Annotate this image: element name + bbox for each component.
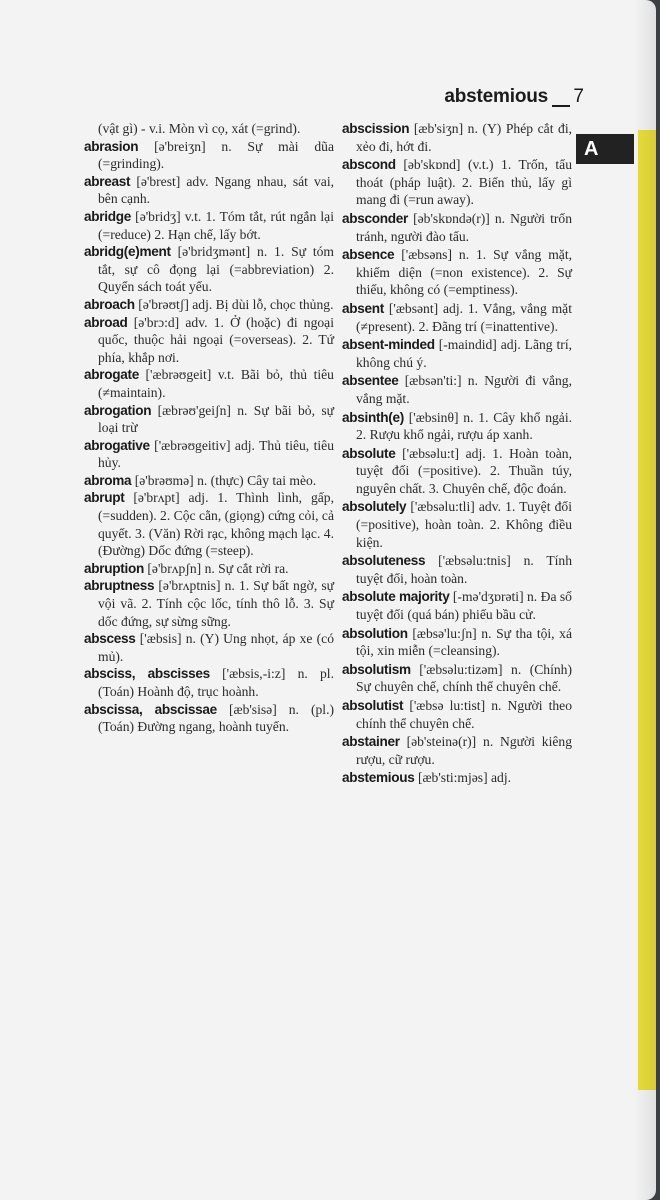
entry-headword: abrogate [84,367,140,383]
entry-headword: abstemious [342,770,415,786]
dictionary-entry [84,120,334,138]
dictionary-entry [342,300,572,335]
dictionary-entry [342,697,572,732]
entry-definition: [æb'siʒn] n. (Y) Phép cắt đi, xẻo đi, hớt đi. [356,121,573,154]
entry-headword: absolute [342,445,396,461]
dictionary-entry [84,701,334,736]
entry-headword: abscissa, abscissae [84,701,217,717]
entry-definition: [ə'breiʒn] n. Sự mài dũa (=grinding). [98,138,334,172]
dictionary-entry [84,243,334,296]
entry-headword: abroad [84,314,128,330]
dictionary-entry [342,210,572,245]
entry-headword: abroma [84,472,132,488]
dictionary-entry [84,665,334,700]
entry-definition: [ə'brest] adv. Ngang nhau, sát vai, bên cạnh. [98,173,334,207]
thumb-index-tab: A [576,134,634,164]
dictionary-entry [342,120,572,155]
entry-headword: abrupt [84,490,125,506]
entry-definition: [-mə'dʒɒrəti] n. Đa số tuyệt đối (quá bán) phiếu bầu cử. [356,589,572,623]
entry-definition: [ə'brʌptnis] n. 1. Sự bất ngờ, sự vội vã. 2. Tính cộc lốc, tính thô lỗ. 3. Sự dốc đứng, sự sừng sững. [98,578,334,629]
dictionary-entry [84,366,334,401]
entry-definition: ['æbsə lu:tist] n. Người theo chính thể chuyên chế. [356,698,572,731]
entry-definition: [æb'sisə] n. (pl.) (Toán) Đường ngang, hoành tuyến. [98,701,334,735]
entry-headword: abreast [84,173,131,189]
entry-definition: ['æbsəlu:t] adj. 1. Hoàn toàn, tuyệt đối (=positive). 2. Thuần túy, nguyên chất. 3. Chuyên chế, độc đoán. [356,445,573,496]
dictionary-entry [84,630,334,665]
dictionary-entry [342,445,572,498]
entry-headword: absolutist [342,698,404,713]
page-number: 7 [573,86,584,107]
entry-definition: ['æbsinθ] n. 1. Cây khổ ngải. 2. Rượu khổ ngải, rượu áp xanh. [356,409,572,443]
entry-definition: [ə'bridʒ] v.t. 1. Tóm tắt, rút ngắn lại (=reduce) 2. Hạn chế, lấy bớt. [98,208,334,242]
entry-definition: [əb'skɒndə(r)] n. Người trốn tránh, người đào tẩu. [356,210,572,244]
dictionary-entry [342,336,572,371]
dictionary-entry [342,409,572,444]
dictionary-entry [84,577,334,630]
dictionary-entry [342,625,572,660]
entry-definition: [ə'bridʒmənt] n. 1. Sự tóm tắt, sự cô đọng lại (=abbreviation) 2. Quyển sách toát yếu. [98,244,334,295]
entry-definition: ['æbrəʊgeit] v.t. Bãi bỏ, thủ tiêu (≠maintain). [98,367,334,400]
header-rule [552,105,570,107]
entry-headword: abscond [342,157,396,173]
entry-headword: abrogation [84,402,152,418]
dictionary-entry [342,733,572,768]
entry-definition: ['æbsis] n. (Y) Ung nhọt, áp xe (có mủ). [98,631,334,664]
entry-headword: abruption [84,560,144,576]
entry-definition: [æbsə'lu:ʃn] n. Sự tha tội, xá tội, xin miễn (=cleansing). [356,625,572,659]
entry-headword: abridg(e)ment [84,244,171,260]
entry-definition: [-maindid] adj. Lãng trí, không chú ý. [356,337,572,370]
entry-definition: [ə'brəʊmə] n. (thực) Cây tai mèo. [134,472,317,488]
dictionary-entry [342,156,572,209]
entry-definition: ['æbsənt] adj. 1. Vắng, vắng mặt (≠present). 2. Đãng trí (=inattentive). [356,300,572,334]
dictionary-entry [342,769,572,787]
entry-headword: abrasion [84,138,139,154]
dictionary-entry [342,498,572,551]
entry-headword: abstainer [342,734,400,750]
entry-definition: [æbsən'ti:] n. Người đi vắng, vắng mặt. [356,373,572,406]
entry-headword: absolutely [342,499,407,515]
entry-definition: ['æbsəns] n. 1. Sự vắng mặt, khiếm diện (=non existence). 2. Sự thiếu, không có (=emptiness). [356,247,573,298]
entry-headword: absent-minded [342,337,435,353]
dictionary-entry [84,173,334,208]
entry-headword: absolutism [342,661,411,677]
entry-headword: abruptness [84,578,155,594]
entry-definition: [ə'brəʊtʃ] adj. Bị dùi lỗ, chọc thủng. [138,296,334,312]
dictionary-entry [342,552,572,587]
guide-word: abstemious [444,86,548,107]
entry-definition: ['æbsəlu:tnis] n. Tính tuyệt đối, hoàn toàn. [356,553,572,586]
dictionary-entry [84,208,334,243]
entry-definition: ['æbsəlu:tizəm] n. (Chính) Sự chuyên chế, chính thể chuyên chế. [356,661,573,695]
dictionary-entry [342,372,572,407]
entry-headword: absciss, abscisses [84,666,210,682]
entry-headword: absentee [342,373,399,389]
entry-definition: ['æbsis,-i:z] n. pl. (Toán) Hoành độ, trục hoành. [98,666,334,699]
entry-headword: abscess [84,631,136,647]
entry-definition: [əb'skɒnd] (v.t.) 1. Trốn, tẩu thoát (pháp luật). 2. Biến thủ, lấy gì mang đi (=run away). [356,157,572,208]
page-header [0,84,656,114]
entry-headword: absoluteness [342,553,426,569]
dictionary-entry [84,314,334,367]
entry-definition: [æb'sti:mjəs] adj. [417,770,512,786]
dictionary-entry [84,437,334,472]
entry-headword: absconder [342,210,409,226]
entry-headword: absolute majority [342,589,450,605]
dictionary-entry [84,472,334,490]
entry-definition: [ə'brʌpt] adj. 1. Thình lình, gấp, (=sudden). 2. Cộc cằn, (giọng) cứng cỏi, cả quyết. 3. (Văn) Rời rạc, không mạch lạc. 4. (Đường) Dốc đứng (=steep). [98,490,334,559]
left-column [84,120,334,736]
entry-headword: absinth(e) [342,409,404,425]
entry-definition: [ə'brɔ:d] adv. 1. Ở (hoặc) đi ngoại quốc, thuộc hải ngoại (=overseas). 2. Tứ phía, khắp nơi. [98,314,334,365]
dictionary-entry [342,661,572,696]
entry-headword: abscission [342,121,410,136]
dictionary-entry [342,246,572,299]
entry-headword: absolution [342,625,408,641]
entry-headword: abrogative [84,437,150,453]
entry-definition: [ə'brʌpʃn] n. Sự cắt rời ra. [147,560,289,576]
entry-headword: abroach [84,296,135,312]
entry-definition: (vật gì) - v.i. Mòn vì cọ, xát (=grind). [98,121,301,136]
dictionary-entry [84,138,334,173]
dictionary-entry [84,402,334,437]
entry-definition: [æbrəʊ'geiʃn] n. Sự bãi bỏ, sự loại trừ [98,402,334,436]
entry-definition: ['æbsəlu:tli] adv. 1. Tuyệt đối (=positive), hoàn toàn. 2. Không điều kiện. [356,499,572,550]
entry-definition: ['æbrəʊgeitiv] adj. Thủ tiêu, tiêu hủy. [98,437,334,471]
entry-definition: [əb'steinə(r)] n. Người kiêng rượu, cữ rượu. [356,734,572,767]
right-column [342,120,572,788]
dictionary-entry [84,560,334,578]
entry-headword: abridge [84,208,131,224]
entry-headword: absence [342,247,395,263]
entry-headword: absent [342,300,385,316]
page-edge-shadow [634,0,656,1200]
dictionary-entry [84,296,334,314]
dictionary-entry [84,489,334,559]
dictionary-entry [342,588,572,623]
